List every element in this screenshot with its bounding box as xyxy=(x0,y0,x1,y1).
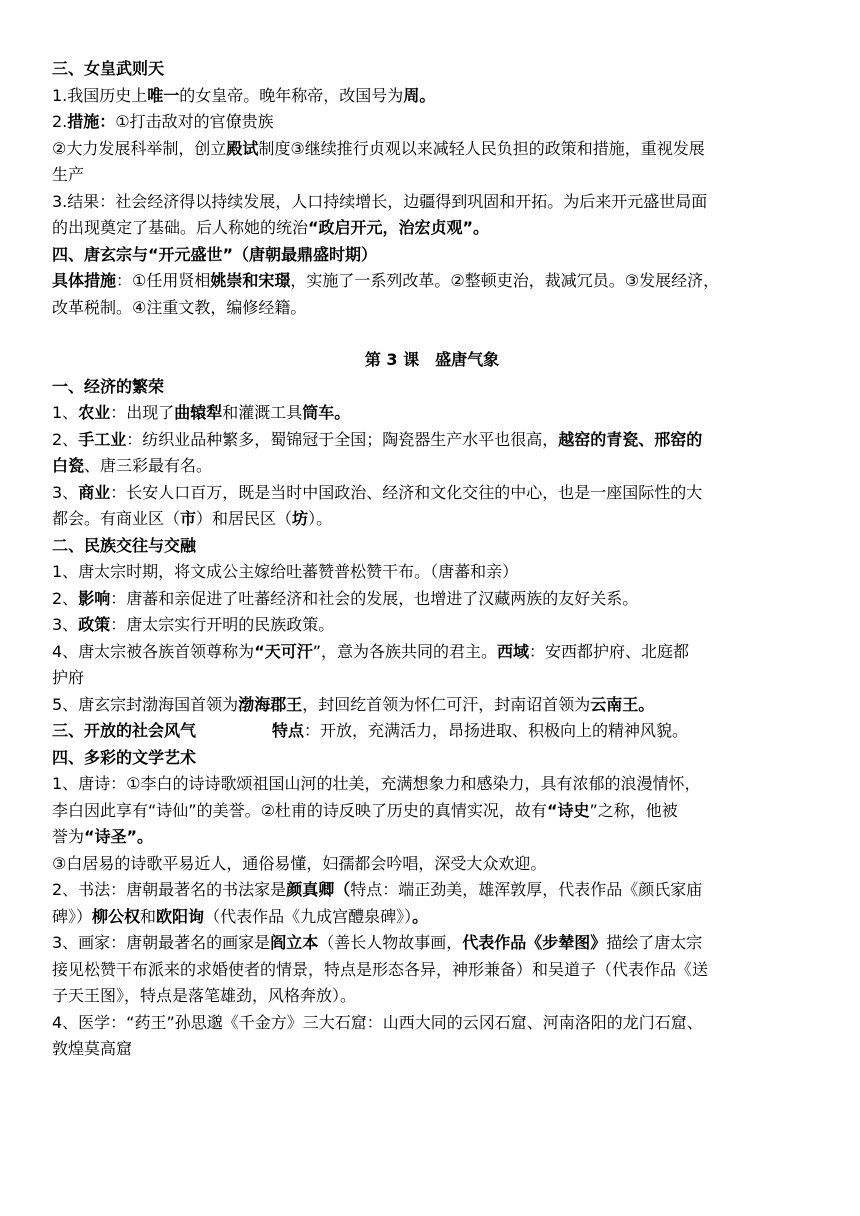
wu-line-5: 3.结果：社会经济得以持续发展，人口持续增长，边疆得到巩固和开拓。为后来开元盛世局面 xyxy=(52,191,708,211)
wu-line-1: 1.我国历史上唯一的女皇帝。晚年称帝，改国号为周。 xyxy=(52,85,436,105)
wu-line-6: 的出现奠定了基础。后人称她的统治“政启开元，治宏贞观”。 xyxy=(52,218,490,237)
wu-line-4: 生产 xyxy=(52,165,85,184)
art-line-3: 誉为“诗圣”。 xyxy=(52,827,154,846)
economy-line-5: 都会。有商业区（市）和居民区（坊）。 xyxy=(52,509,333,528)
document-page xyxy=(52,56,812,1063)
section-heading-literature-art: 四、多彩的文学艺术 xyxy=(52,747,197,767)
ethnic-line-1: 1、唐太宗时期，将文成公主嫁给吐蕃赞普松赞干布。（唐蕃和亲） xyxy=(52,562,519,581)
lesson-title: 第 3 课 盛唐气象 xyxy=(364,350,500,369)
economy-line-3: 白瓷、唐三彩最有名。 xyxy=(52,456,213,475)
art-line-9: 子天王图》，特点是落笔雄劲，风格奔放）。 xyxy=(52,986,357,1005)
section-heading-open-society: 三、开放的社会风气 xyxy=(52,721,197,740)
economy-line-4: 3、商业：长安人口百万，既是当时中国政治、经济和文化交往的中心，也是一座国际性的大 xyxy=(52,482,703,502)
ethnic-line-4: 4、唐太宗被各族首领尊称为“天可汗”，意为各族共同的君主。西域：安西都护府、北庭都 xyxy=(52,641,690,661)
art-line-8: 接见松赞干布派来的求婚使者的情景，特点是形态各异，神形兼备）和吴道子（代表作品《送 xyxy=(52,959,709,979)
section-heading-economy: 一、经济的繁荣 xyxy=(52,376,165,396)
wu-line-3: ②大力发展科举制，创立殿试制度③继续推行贞观以来减轻人民负担的政策和措施，重视发展 xyxy=(52,138,705,158)
art-line-1: 1、唐诗：①李白的诗诗歌颂祖国山河的壮美，充满想象力和感染力，具有浓郁的浪漫情怀， xyxy=(52,774,701,793)
section-heading-kaiyuan: 四、唐玄宗与“开元盛世”（唐朝最鼎盛时期） xyxy=(52,244,378,264)
economy-line-1: 1、农业：出现了曲辕犁和灌溉工具筒车。 xyxy=(52,403,351,422)
art-line-2: 李白因此享有“诗仙”的美誉。②杜甫的诗反映了历史的真情实况，故有“诗史”之称，他被 xyxy=(52,800,678,820)
wu-line-2: 2.措施：①打击敌对的官僚贵族 xyxy=(52,112,274,131)
ethnic-line-6: 5、唐玄宗封渤海国首领为渤海郡王，封回纥首领为怀仁可汗，封南诏首领为云南王。 xyxy=(52,694,655,714)
art-line-7: 3、画家：唐朝最著名的画家是阎立本（善长人物故事画，代表作品《步辇图》描绘了唐太宗 xyxy=(52,933,703,952)
ethnic-line-3: 3、政策：唐太宗实行开明的民族政策。 xyxy=(52,615,335,634)
section-heading-wu-zetian: 三、女皇武则天 xyxy=(52,59,165,78)
art-line-11: 敦煌莫高窟 xyxy=(52,1039,133,1058)
economy-line-2: 2、手工业：纺织业品种繁多，蜀锦冠于全国；陶瓷器生产水平也很高，越窑的青瓷、邢窑的 xyxy=(52,429,703,449)
art-line-5: 2、书法：唐朝最著名的书法家是颜真卿（特点：端正劲美，雄浑敦厚，代表作品《颜氏家庙 xyxy=(52,880,703,899)
art-line-6: 碑》）柳公权和欧阳询（代表作品《九成宫醴泉碑》）。 xyxy=(52,906,429,926)
art-line-4: ③白居易的诗歌平易近人，通俗易懂，妇孺都会吟唱，深受大众欢迎。 xyxy=(52,853,547,873)
section-open-society: 三、开放的社会风气 特点：开放，充满活力，昂扬进取、积极向上的精神风貌。 xyxy=(52,721,689,740)
art-line-10: 4、医学：“药王”孙思邈《千金方》三大石窟：山西大同的云冈石窟、河南洛阳的龙门石窟、 xyxy=(52,1012,703,1032)
ethnic-line-5: 护府 xyxy=(52,668,85,687)
kaiyuan-line-1: 具体措施：①任用贤相姚崇和宋璟，实施了一系列改革。②整顿吏治，裁减冗员。③发展经济， xyxy=(52,271,720,290)
section-heading-ethnic-relations: 二、民族交往与交融 xyxy=(52,535,197,555)
kaiyuan-line-2: 改革税制。④注重文教，编修经籍。 xyxy=(52,297,307,317)
ethnic-line-2: 2、影响：唐蕃和亲促进了吐蕃经济和社会的发展，也增进了汉藏两族的友好关系。 xyxy=(52,588,639,608)
